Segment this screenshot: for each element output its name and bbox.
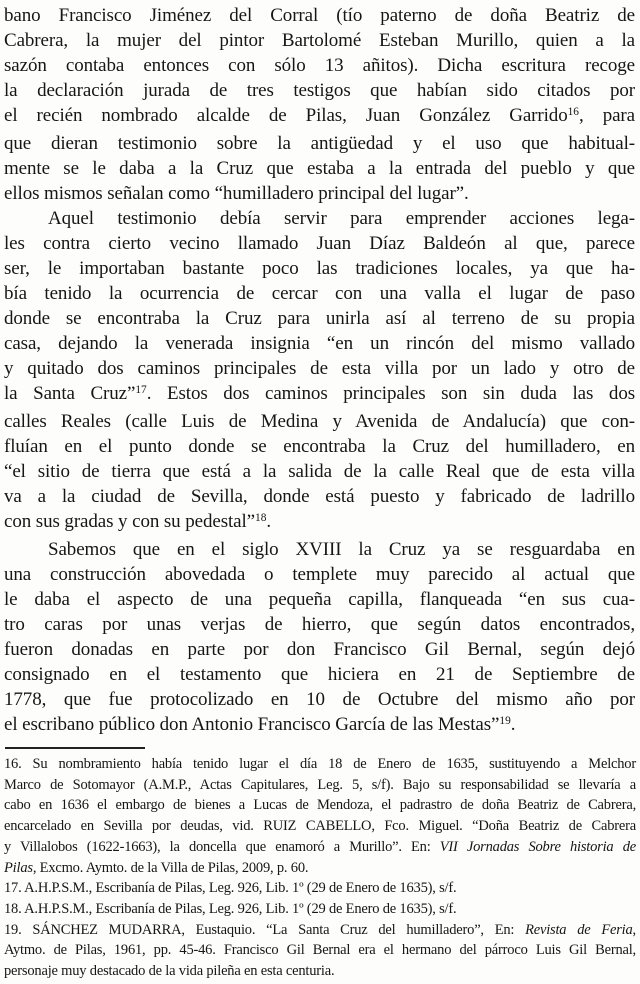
text-line [4,562,635,587]
text-segment: consignado en el testamento que hiciera en 21 de Septiembre de [4,664,635,685]
footnote-item [4,920,636,982]
footnote-separator [5,747,145,749]
text-line [4,509,635,537]
text-segment: y quitado dos caminos principales de esta villa por un lado y otro de [4,358,635,379]
text-segment: con sus gradas y con su pedestal” [4,511,256,532]
text-line [4,256,635,281]
text-segment: . [510,714,516,735]
text-segment: les contra cierto vecino llamado Juan Díaz Baldeón al que, parece [4,233,635,254]
footnote-item [4,878,636,899]
text-segment: va a la ciudad de Sevilla, donde está puesto y fabricado de ladrillo [4,486,635,507]
text-segment: casa, dejando la venerada insignia “en un rincón del mismo vallado [4,333,635,354]
text-segment: mente se le daba a la Cruz que estaba a la entrada del pueblo y que [4,158,635,179]
text-line [4,409,635,434]
text-segment: fueron donadas en parte por don Francisco Gil Bernal, según dejó [4,639,635,660]
footnote-ref: 19 [499,714,511,727]
text-line [4,434,635,459]
text-line [4,662,635,687]
text-line [4,156,635,181]
footnote-ref: 16 [567,105,579,118]
text-segment: bano Francisco Jiménez del Corral (tío paterno de doña Beatriz de [4,5,635,26]
text-segment: “el sitio de tierra que está a la salida de la calle Real que de esta villa [4,461,635,482]
text-line [4,131,635,156]
text-segment: fluían en el punto donde se encontraba la Cruz del humilladero, en [4,436,635,457]
text-line [4,795,636,816]
text-segment: personaje muy destacado de la vida pileña en esta centuria. [4,963,335,980]
text-segment: , [632,921,636,938]
text-segment: Cabrera, la mujer del pintor Bartolomé Esteban Murillo, quien a la [4,30,635,51]
text-line [4,381,635,409]
text-line [4,858,636,879]
text-line [4,331,635,356]
text-line [4,103,635,131]
text-line [4,754,636,775]
text-line [4,816,636,837]
text-line [4,687,635,712]
paragraph [4,206,635,537]
text-segment: ser, le importaban bastante poco las tradiciones locales, ya que ha- [4,258,635,279]
footnote-ref: 18 [255,511,267,524]
text-line [4,899,636,920]
footnote-ref: 17 [135,383,147,396]
text-line [4,206,635,231]
footnote-item [4,899,636,920]
text-line [4,231,635,256]
text-line [4,878,636,899]
text-segment: calles Reales (calle Luis de Medina y Avenida de Andalucía) que con- [4,411,635,432]
text-line [4,537,635,562]
text-line [4,837,636,858]
text-segment: . Estos dos caminos principales son sin duda las dos [146,383,636,404]
text-segment: 18. A.H.P.S.M., Escribanía de Pilas, Leg. 926, Lib. 1º (29 de Enero de 1635), s/f. [4,900,457,917]
text-segment: encarcelado en Sevilla por deudas, vid. RUIZ CABELLO, Fco. Miguel. “Doña Beatriz de Cabrera [4,818,636,835]
text-segment: sazón contaba entonces con sólo 13 añitos). Dicha escritura recoge [4,55,635,76]
text-line [4,612,635,637]
italic-text: Revista de Feria [525,921,633,938]
text-line [4,3,635,28]
text-line [4,637,635,662]
text-segment: 1778, que fue protocolizado en 10 de Octubre del mismo año por [4,689,635,710]
text-segment: la Santa Cruz” [4,383,136,404]
text-segment: Marco de Sotomayor (A.M.P., Actas Capitulares, Leg. 5, s/f). Bajo su responsabilidad se llevaría a [4,776,636,793]
footnotes [4,754,636,982]
text-segment: Aytmo. de Pilas, 1961, pp. 45-46. Francisco Gil Bernal era el hermano del párroco Luis Gil Bernal, [4,942,636,959]
text-line [4,775,636,796]
text-segment: el recién nombrado alcalde de Pilas, Juan González Garrido [4,105,568,126]
text-line [4,53,635,78]
italic-text: VII Jornadas Sobre historia de [439,838,636,855]
text-segment: la declaración jurada de tres testigos que habían sido citados por [4,80,635,101]
text-segment: donde se encontraba la Cruz para unirla así al terreno de su propia [4,308,635,329]
text-segment: Sabemos que en el siglo XVIII la Cruz ya se resguardaba en [48,539,635,560]
text-line [4,587,635,612]
italic-text: Pilas [4,859,33,876]
body-text [4,3,635,740]
text-segment: ellos mismos señalan como “humilladero principal del lugar”. [4,183,469,204]
text-line [4,281,635,306]
text-segment: , para [579,105,635,126]
text-segment: cabo en 1636 el embargo de bienes a Lucas de Mendoza, el padrastro de doña Beatriz de Cabrera, [4,797,636,814]
text-line [4,306,635,331]
text-line [4,181,635,206]
text-line [4,78,635,103]
text-line [4,940,636,961]
text-segment: tro caras por unas verjas de hierro, que según datos encontrados, [4,614,635,635]
footnote-item [4,754,636,878]
paragraph [4,537,635,740]
text-line [4,356,635,381]
text-segment: bía tenido la ocurrencia de cercar con una valla el lugar de paso [4,283,635,304]
text-line [4,961,636,982]
text-segment: Aquel testimonio debía servir para emprender acciones lega- [48,208,635,229]
paragraph [4,3,635,206]
text-segment: le daba el aspecto de una pequeña capilla, flanqueada “en sus cua- [4,589,635,610]
text-segment: 19. SÁNCHEZ MUDARRA, Eustaquio. “La Santa Cruz del humilladero”, En: [4,921,526,938]
text-line [4,712,635,740]
text-line [4,28,635,53]
text-segment: que dieran testimonio sobre la antigüedad y el uso que habitual- [4,133,635,154]
text-line [4,484,635,509]
text-line [4,920,636,941]
text-segment: 16. Su nombramiento había tenido lugar el día 18 de Enero de 1635, sustituyendo a Melchor [4,756,636,772]
text-segment: 17. A.H.P.S.M., Escribanía de Pilas, Leg. 926, Lib. 1º (29 de Enero de 1635), s/f. [4,880,457,897]
text-segment: y Villalobos (1622-1663), la doncella que enamoró a Murillo”. En: [4,838,440,855]
text-segment: el escribano público don Antonio Francisco García de las Mestas” [4,714,500,735]
text-segment: . [266,511,272,532]
text-segment: , Excmo. Aymto. de la Villa de Pilas, 2009, p. 60. [32,859,309,876]
text-line [4,459,635,484]
text-segment: una construcción abovedada o templete muy parecido al actual que [4,564,635,585]
